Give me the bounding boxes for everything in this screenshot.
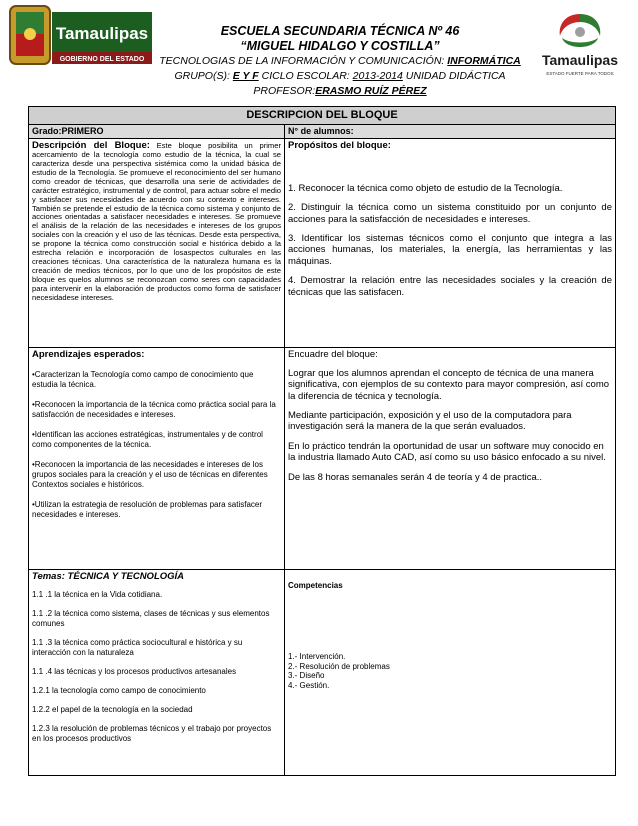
competency-item: 1.- Intervención.	[288, 652, 346, 662]
teacher-label: PROFESOR:	[253, 85, 316, 97]
purpose-item: 4. Demostrar la relación entre las necesidades sociales y la creación de técnicas que las satisfacen.	[288, 275, 612, 298]
students-count-cell: N° de alumnos:	[285, 124, 616, 138]
expected-learning-item: •Utilizan la estrategia de resolución de problemas para satisfacer necesidades e intereses.	[32, 499, 263, 519]
group-value: E Y F	[232, 70, 259, 82]
block-description-cell	[29, 138, 285, 347]
competency-item: 2.- Resolución de problemas	[288, 661, 390, 671]
purpose-item: 3. Identificar los sistemas técnicos como el conjunto que integra a las acciones humanas, los materiales, la energía, las herramientas y las máquinas.	[288, 232, 612, 267]
topic-item: 1.1 .2 la técnica como sistema, clases de técnicas y sus elementos comunes	[32, 608, 270, 628]
group-label: GRUPO(S):	[174, 70, 230, 82]
cycle-value: 2013-2014	[352, 70, 403, 82]
block-description-table	[28, 106, 616, 776]
expected-learning-item: •Reconocen la importancia de las necesidades e intereses de los grupos sociales para la creación y el uso de técnicas en diferentes Contextos sociales e históricos.	[32, 459, 268, 489]
unit-label: UNIDAD DIDÁCTICA	[405, 70, 506, 82]
expected-learning-item: •Caracterizan la Tecnología como campo de conocimiento que estudia la técnica.	[32, 369, 254, 389]
competency-item: 3.- Diseño	[288, 671, 325, 681]
block-purposes-title: Propósitos del bloque:	[288, 139, 391, 151]
svg-text:ESTADO FUERTE PARA TODOS: ESTADO FUERTE PARA TODOS	[546, 71, 614, 76]
competencies-title: Competencias	[288, 580, 343, 590]
svg-text:GOBIERNO DEL ESTADO: GOBIERNO DEL ESTADO	[59, 56, 145, 63]
framework-item: De las 8 horas semanales serán 4 de teoría y 4 de practica..	[288, 471, 542, 483]
purpose-item: 2. Distinguir la técnica como un sistema constituido por un conjunto de acciones para la satisfacción de necesidades e intereses.	[288, 202, 612, 225]
framework-item: Mediante participación, exposición y el uso de la computadora para investigación será la manera de la que serán evaluados.	[288, 409, 572, 433]
block-framework-title: Encuadre del bloque:	[288, 348, 378, 360]
topic-item: 1.1 .3 la técnica como práctica sociocultural e histórica y su interacción con la naturaleza	[32, 637, 243, 657]
teacher-name: ERASMO RUÍZ PÉREZ	[315, 85, 427, 97]
svg-text:Tamaulipas: Tamaulipas	[55, 24, 149, 43]
block-framework-cell	[285, 347, 616, 569]
subject-name: INFORMÁTICA	[447, 55, 521, 67]
block-description-text: Este bloque posibilita un primer acercamiento de la tecnología como estudio de la técnica, la cual se caracteriza desde una perspectiva sistémica como la unidad básica de estudio de la Tecnología. Se promueve el reconocimiento del ser humano como creador de técnicas, que desarrolla una serie de actividades de carácter estratégico, instrumental y de control, para actuar sobre el medio y satisfacer sus necesidades de acuerdo con su contexto e intereses. También se pretende el estudio de la técnica como sistema y conjunto de acciones orientadas a satisfacer necesidades e intereses. Se promueve el análisis de la relación de las necesidades e intereses de los grupos sociales con la creación y el uso de las técnicas. Desde esta perspectiva, se propone la técnica como construcción social e histórica debido a la estrecha relación e incorporación de losaspectos culturales en las creaciones técnicas. Una característica de la naturaleza humana es la creación de medios técnicos, por lo que uno de los propósitos de este bloque es quelos alumnos se reconozcan como seres con capacidades para intervenir en la elaboración de productos como forma de satisfacer necesidadese intereses.	[32, 140, 281, 303]
table-band-title: DESCRIPCION DEL BLOQUE	[29, 107, 616, 125]
topic-item: 1.2.2 el papel de la tecnología en la sociedad	[32, 704, 193, 714]
subject-line	[120, 55, 560, 67]
subject-prefix: TECNOLOGIAS DE LA INFORMACIÓN Y COMUNICACIÓN:	[159, 55, 445, 67]
teacher-line	[120, 85, 560, 97]
topic-item: 1.1 .4 las técnicas y los procesos productivos artesanales	[32, 666, 237, 676]
purpose-item: 1. Reconocer la técnica como objeto de estudio de la Tecnología.	[288, 182, 563, 194]
cycle-label: CICLO ESCOLAR:	[261, 70, 350, 82]
block-purposes-cell	[285, 138, 616, 347]
competencies-cell	[285, 569, 616, 775]
expected-learning-title: Aprendizajes esperados:	[32, 348, 145, 360]
svg-text:Tamaulipas: Tamaulipas	[542, 52, 618, 68]
expected-learning-item: •Identifican las acciones estratégicas, instrumentales y de control como componentes de la técnica.	[32, 429, 263, 449]
expected-learning-cell	[29, 347, 285, 569]
competency-item: 4.- Gestión.	[288, 680, 330, 690]
topics-title: Temas: TÉCNICA Y TECNOLOGÍA	[32, 570, 185, 582]
framework-item: Lograr que los alumnos aprendan el concepto de técnica de una manera significativa, con ejemplos de su contexto para mayor compresión, así como la diferencia de técnica y tecnología.	[288, 367, 610, 402]
grade-cell: Grado:PRIMERO	[29, 124, 285, 138]
school-name: ESCUELA SECUNDARIA TÉCNICA Nº 46	[220, 24, 460, 38]
block-description-title: Descripción del Bloque:	[32, 139, 150, 151]
topic-item: 1.1 .1 la técnica en la Vida cotidiana.	[32, 589, 163, 599]
framework-item: En lo práctico tendrán la oportunidad de usar un software muy conocido en la industria llamado Auto CAD, así como su uso básico enfocado a su nivel.	[288, 440, 606, 464]
expected-learning-item: •Reconocen la importancia de la técnica como práctica social para la satisfacción de necesidades e intereses.	[32, 399, 276, 419]
topics-cell	[29, 569, 285, 775]
school-subtitle: “MIGUEL HIDALGO Y COSTILLA”	[240, 39, 440, 53]
document-header	[0, 0, 638, 108]
topic-item: 1.2.1 la tecnología como campo de conocimiento	[32, 685, 206, 695]
group-line	[120, 70, 560, 82]
topic-item: 1.2.3 la resolución de problemas técnicos y el trabajo por proyectos en los procesos productivos	[32, 723, 272, 743]
